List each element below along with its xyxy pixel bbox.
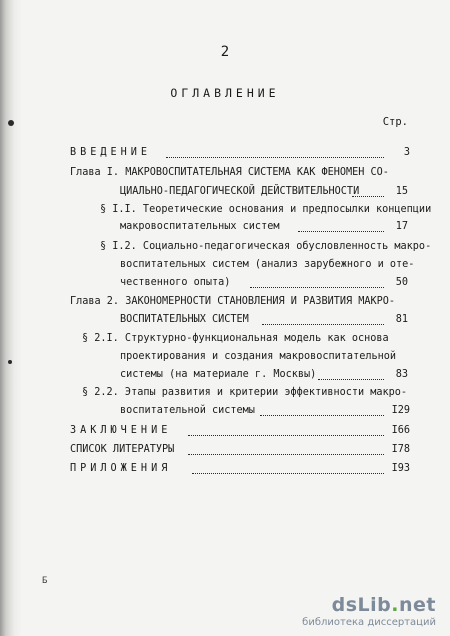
dot-leader: [298, 231, 384, 232]
toc-conclusion-label: ЗАКЛЮЧЕНИЕ: [70, 425, 172, 436]
toc-ch1-page: 15: [395, 186, 408, 197]
toc-s12-line1: § I.2. Социально-педагогическая обусловленность макро-: [100, 241, 432, 252]
toc-ch2-page: 81: [395, 314, 408, 325]
toc-s21-line2: проектирования и создания макровоспитательной: [120, 351, 397, 362]
toc-ch2-line2: ВОСПИТАТЕЛЬНЫХ СИСТЕМ: [120, 314, 249, 325]
toc-s21-line3: системы (на материале г. Москвы): [120, 369, 317, 380]
dot-leader: [250, 287, 384, 288]
toc-conclusion-page: I66: [391, 425, 410, 436]
dot-leader: [188, 435, 384, 436]
watermark-subtitle: библиотека диссертаций: [302, 617, 436, 628]
toc-s11-page: 17: [395, 221, 408, 232]
toc-ch1-line2: ЦИАЛЬНО-ПЕДАГОГИЧЕСКОЙ ДЕЙСТВИТЕЛЬНОСТИ: [120, 186, 360, 197]
page-column-label: Стр.: [382, 116, 408, 128]
watermark: [302, 594, 436, 628]
toc-s22-page: I29: [391, 405, 410, 416]
toc-s12-line2: воспитательных систем (анализ зарубежного и оте-: [120, 259, 415, 270]
dot-leader: [166, 157, 384, 158]
toc-s11-line1: § I.I. Теоретические основания и предпосылки концепции: [100, 204, 432, 215]
footer-mark: Б: [42, 576, 48, 586]
dot-leader: [260, 415, 384, 416]
page-number: 2: [220, 44, 230, 60]
toc-s11-line2: макровоспитательных систем: [120, 221, 280, 232]
dot-leader: [188, 454, 384, 455]
toc-intro-page: 3: [403, 147, 410, 158]
toc-s12-line3: чественного опыта): [120, 277, 231, 288]
watermark-logo: dsLib.net: [331, 594, 436, 616]
toc-ch2-line1: Глава 2. ЗАКОНОМЕРНОСТИ СТАНОВЛЕНИЯ И РАЗВИТИЯ МАКРО-: [70, 296, 396, 307]
toc-literature-label: СПИСОК ЛИТЕРАТУРЫ: [70, 444, 175, 455]
page-title: ОГЛАВЛЕНИЕ: [170, 86, 280, 100]
dot-leader: [318, 379, 384, 380]
punch-mark: [8, 120, 14, 126]
toc-intro-label: ВВЕДЕНИЕ: [70, 147, 152, 158]
toc-s12-page: 50: [395, 277, 408, 288]
toc-s21-page: 83: [395, 369, 408, 380]
toc-appendix-label: ПРИЛОЖЕНИЯ: [70, 463, 172, 474]
toc-literature-page: I78: [391, 444, 410, 455]
toc-ch1-line1: Глава I. МАКРОВОСПИТАТЕЛЬНАЯ СИСТЕМА КАК ФЕНОМЕН СО-: [70, 167, 389, 178]
dot-leader: [192, 473, 384, 474]
toc-s21-line1: § 2.I. Структурно-функциональная модель как основа: [82, 333, 389, 344]
toc-s22-line1: § 2.2. Этапы развития и критерии эффективности макро-: [82, 387, 408, 398]
dot-leader: [262, 324, 384, 325]
toc-appendix-page: I93: [391, 463, 410, 474]
punch-mark: [8, 360, 12, 364]
toc-s22-line2: воспитательной системы: [120, 405, 255, 416]
